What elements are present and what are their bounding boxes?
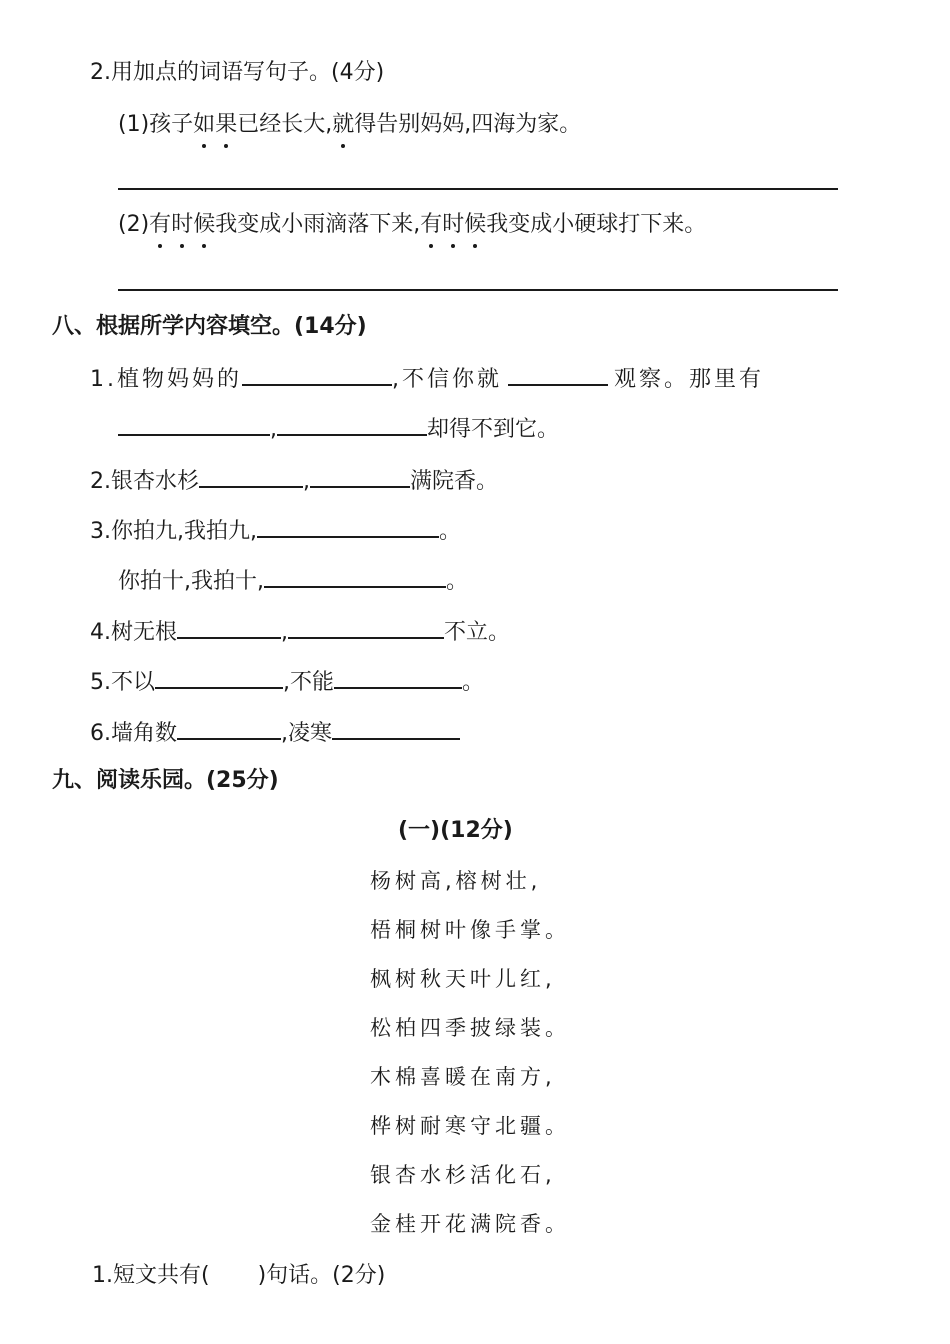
- question-title: 2.用加点的词语写句子。(4分): [90, 60, 385, 85]
- fill-blank[interactable]: [177, 615, 281, 639]
- sentence-text: 已经长大,: [237, 112, 333, 137]
- question-text: 1.植物妈妈的: [90, 367, 242, 392]
- question-text: )句话。(2分): [257, 1263, 386, 1288]
- emphasis-dot-char: 候: [464, 210, 486, 240]
- question-text: 4.树无根: [90, 620, 177, 645]
- question-text: 。: [446, 569, 469, 594]
- fill-question-3-cont: [118, 564, 468, 597]
- sentence-text: (1)孩子: [118, 112, 194, 137]
- fill-blank[interactable]: [508, 362, 608, 386]
- fill-blank[interactable]: [118, 412, 270, 436]
- question-text: ,: [281, 620, 288, 645]
- fill-question-2: [90, 464, 498, 497]
- question-text: 2.银杏水杉: [90, 469, 199, 494]
- question-text: ,: [270, 417, 277, 442]
- question-text: 6.墙角数: [90, 721, 177, 746]
- poem-line: 松柏四季披绿装。: [370, 1016, 570, 1040]
- sentence-item-1: [118, 110, 581, 140]
- question-text: ,不信你就: [392, 367, 502, 392]
- fill-question-4: [90, 615, 510, 648]
- fill-blank[interactable]: [242, 362, 392, 386]
- emphasis-dot-char: 就: [332, 110, 354, 140]
- fill-question-1: [90, 362, 764, 395]
- fill-question-6: [90, 716, 460, 749]
- emphasis-dot-char: 如: [193, 110, 215, 140]
- sentence-text: 得告别妈妈,四海为家。: [354, 112, 582, 137]
- question-text: 你拍十,我拍十,: [118, 569, 264, 594]
- section-heading-8: 八、根据所学内容填空。(14分): [52, 314, 367, 339]
- fill-blank[interactable]: [310, 464, 410, 488]
- question-text: ,不能: [283, 670, 334, 695]
- question-text: ,凌寒: [281, 721, 332, 746]
- fill-blank[interactable]: [334, 665, 462, 689]
- poem-line: 梧桐树叶像手掌。: [370, 918, 570, 942]
- poem-line: 金桂开花满院香。: [370, 1212, 570, 1236]
- fill-blank[interactable]: [199, 464, 303, 488]
- question-text: 。: [438, 519, 461, 544]
- emphasis-dot-char: 时: [442, 210, 464, 240]
- poem-line: 杨树高,榕树壮,: [370, 869, 542, 893]
- question-text: 观察。那里有: [614, 367, 765, 392]
- fill-blank[interactable]: [332, 716, 460, 740]
- fill-blank[interactable]: [264, 564, 446, 588]
- passage-title: (一)(12分): [398, 818, 513, 843]
- fill-question-5: [90, 665, 484, 698]
- fill-blank[interactable]: [177, 716, 281, 740]
- fill-question-3: [90, 514, 461, 547]
- sentence-text: 我变成小硬球打下来。: [486, 212, 707, 237]
- reading-question-1: [92, 1261, 385, 1291]
- fill-blank[interactable]: [288, 615, 444, 639]
- answer-line-2[interactable]: [118, 289, 838, 291]
- question-text: 不立。: [444, 620, 511, 645]
- question-text: ,: [303, 469, 310, 494]
- fill-question-1-cont: [118, 412, 559, 445]
- emphasis-dot-char: 时: [171, 210, 193, 240]
- question-text: 3.你拍九,我拍九,: [90, 519, 257, 544]
- fill-blank[interactable]: [257, 514, 439, 538]
- emphasis-dot-char: 候: [193, 210, 215, 240]
- question-text: 满院香。: [410, 469, 499, 494]
- poem-line: 桦树耐寒守北疆。: [370, 1114, 570, 1138]
- emphasis-dot-char: 果: [215, 110, 237, 140]
- poem-line: 枫树秋天叶儿红,: [370, 967, 556, 991]
- sentence-text: 我变成小雨滴落下来,: [215, 212, 421, 237]
- sentence-item-2: [118, 210, 706, 240]
- poem-line: 银杏水杉活化石,: [370, 1163, 556, 1187]
- emphasis-dot-char: 有: [149, 210, 171, 240]
- question-text: 5.不以: [90, 670, 155, 695]
- answer-line-1[interactable]: [118, 188, 838, 190]
- poem-line: 木棉喜暖在南方,: [370, 1065, 556, 1089]
- emphasis-dot-char: 有: [420, 210, 442, 240]
- section-heading-9: 九、阅读乐园。(25分): [52, 768, 279, 793]
- fill-blank[interactable]: [277, 412, 427, 436]
- fill-blank[interactable]: [155, 665, 283, 689]
- sentence-text: (2): [118, 212, 150, 237]
- question-text: 却得不到它。: [427, 417, 560, 442]
- question-text: 。: [462, 670, 485, 695]
- question-text: 1.短文共有(: [92, 1263, 210, 1288]
